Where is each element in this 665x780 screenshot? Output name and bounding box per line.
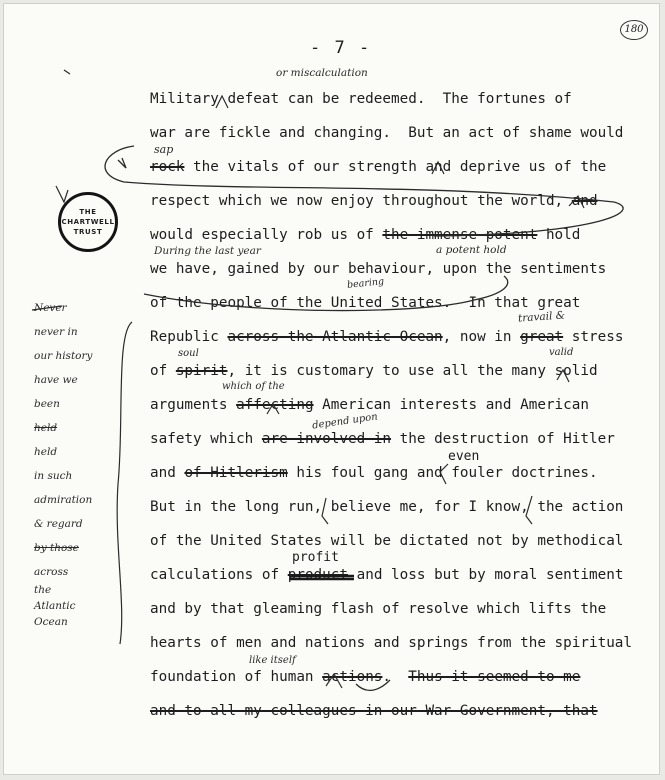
- line-text: hold: [537, 227, 581, 243]
- line-text: and: [150, 465, 185, 481]
- line-text: , now in: [442, 329, 521, 345]
- pen-marks: [4, 4, 661, 776]
- line-text: American interests and American: [313, 397, 589, 413]
- handwritten-sap: sap: [154, 143, 174, 156]
- handwritten-travail: travail &: [517, 309, 566, 325]
- handwritten-during-last-year: During the last year: [154, 245, 261, 257]
- page-number: - 7 -: [310, 38, 372, 58]
- line-text: his foul gang and fouler doctrines.: [287, 465, 598, 481]
- typed-line: [150, 363, 598, 379]
- line-text: hearts of men and nations and springs from the spiritual: [150, 635, 633, 651]
- typed-line: [150, 159, 606, 175]
- handwritten-valid: valid: [549, 347, 574, 358]
- struck-text: the immense potent: [382, 227, 538, 243]
- document-page: [3, 3, 660, 775]
- margin-note-line: Never: [34, 302, 67, 314]
- typed-line: [150, 91, 572, 107]
- stamp-line-1: THE: [79, 208, 97, 216]
- handwritten-which-of: which of the: [222, 381, 285, 392]
- margin-note-line: Atlantic: [34, 600, 76, 612]
- typed-line: [150, 193, 598, 209]
- struck-text: product: [287, 567, 348, 583]
- typed-line: [150, 261, 606, 277]
- line-text: we have, gained by our behaviour, upon the sentiments: [150, 261, 607, 277]
- margin-note-line: admiration: [34, 494, 93, 506]
- chartwell-trust-stamp: [58, 192, 118, 252]
- typed-line: [150, 635, 632, 651]
- line-text: safety which: [150, 431, 262, 447]
- margin-note-line: the: [34, 584, 52, 596]
- margin-note-line-struck: by those: [34, 542, 79, 554]
- pen-tick-mark: [118, 158, 126, 168]
- margin-note-line: Ocean: [34, 616, 68, 628]
- line-text: respect which we now enjoy throughout the world,: [150, 193, 572, 209]
- struck-text: are involved in: [261, 431, 392, 447]
- struck-text: across the Atlantic Ocean: [227, 329, 443, 345]
- line-text: Military defeat can be redeemed. The fortunes of: [150, 91, 572, 107]
- margin-note-line: & regard: [34, 518, 83, 530]
- line-text: and by that gleaming flash of resolve which lifts the: [150, 601, 607, 617]
- handwritten-soul: soul: [178, 348, 199, 359]
- handwritten-bearing: bearing: [346, 276, 385, 291]
- line-text: .: [382, 669, 409, 685]
- handwritten-a-potent-hold: a potent hold: [436, 244, 507, 256]
- typed-line: [150, 431, 615, 447]
- typed-line: [150, 329, 623, 345]
- line-text: and loss but by moral sentiment: [348, 567, 624, 583]
- margin-note-line: never in: [34, 326, 78, 338]
- typed-line: [150, 227, 580, 243]
- typed-line: [150, 295, 580, 311]
- line-text: the vitals of our strength and deprive us of the: [184, 159, 607, 175]
- struck-text: actions: [322, 669, 383, 685]
- line-text: war are fickle and changing. But an act of shame would: [150, 125, 624, 141]
- pen-bracket-mark: [117, 322, 132, 644]
- typed-line: [150, 567, 623, 583]
- line-text: the destruction of Hitler: [391, 431, 615, 447]
- typed-line: [150, 499, 623, 515]
- pen-tick-mark: [64, 70, 70, 74]
- margin-note-line: been: [34, 398, 60, 410]
- typed-line: [150, 669, 580, 685]
- typed-line: [150, 601, 606, 617]
- struck-text: and to all my colleagues in our War Government, that: [150, 703, 598, 719]
- line-text: of the United States will be dictated not by methodical: [150, 533, 624, 549]
- line-text: would especially rob us of: [150, 227, 383, 243]
- struck-text: of Hitlerism: [184, 465, 288, 481]
- line-text: stress: [563, 329, 624, 345]
- typed-insertion-profit: profit: [292, 550, 339, 565]
- typed-line: [150, 465, 598, 481]
- typed-insertion-even: even: [448, 449, 480, 464]
- margin-note-line: in such: [34, 470, 73, 482]
- stamp-line-3: TRUST: [73, 228, 103, 236]
- handwritten-miscalculation: or miscalculation: [276, 67, 368, 79]
- line-text: of the people of the United States. In that great: [150, 295, 581, 311]
- line-text: But in the long run, believe me, for I know, the action: [150, 499, 624, 515]
- typed-line: [150, 397, 589, 413]
- struck-text: rock: [150, 159, 185, 175]
- handwritten-like-itself: like itself: [249, 655, 296, 666]
- line-text: foundation of human: [150, 669, 323, 685]
- corner-page-number: 180: [620, 20, 648, 40]
- struck-text: Thus it seemed to me: [408, 669, 581, 685]
- typed-line-struck: [150, 703, 598, 719]
- line-text: arguments: [150, 397, 237, 413]
- line-text: , it is customary to use all the many solid: [227, 363, 598, 379]
- struck-text: and: [571, 193, 598, 209]
- struck-text: great: [520, 329, 564, 345]
- line-text: calculations of: [150, 567, 288, 583]
- typed-line: [150, 125, 623, 141]
- margin-note-line: our history: [34, 350, 93, 362]
- struck-text: affecting: [236, 397, 314, 413]
- margin-note-line: have we: [34, 374, 78, 386]
- margin-note-line: held: [34, 446, 58, 458]
- stamp-line-2: CHARTWELL: [61, 218, 115, 226]
- line-text: of: [150, 363, 176, 379]
- line-text: Republic: [150, 329, 228, 345]
- struck-text: spirit: [175, 363, 228, 379]
- typed-line: [150, 533, 623, 549]
- handwritten-depend-upon: depend upon: [311, 411, 379, 432]
- margin-note-line: across: [34, 566, 69, 578]
- margin-note-line-struck: held: [34, 422, 58, 434]
